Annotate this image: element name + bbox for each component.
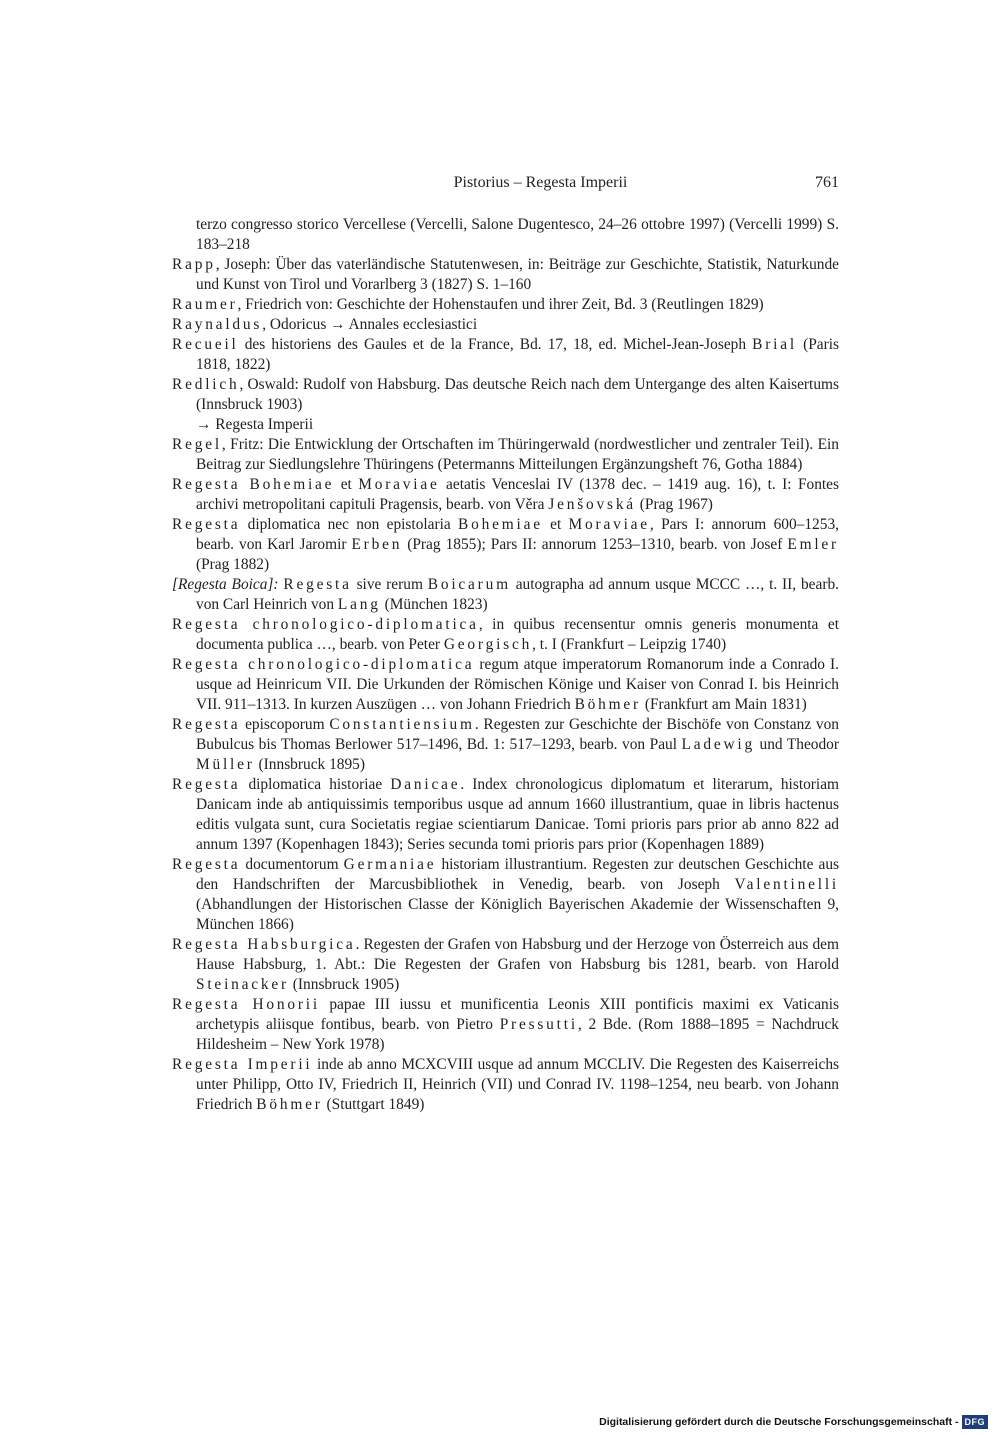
spaced-name: Regesta Habsburgica: [172, 936, 356, 953]
spaced-name: Moraviae: [358, 476, 440, 493]
bibliography-entry: [172, 375, 839, 415]
entry-text: (Prag 1967): [635, 496, 713, 513]
spaced-name: Bohemiae: [458, 516, 543, 533]
entry-text: (Stuttgart 1849): [322, 1096, 425, 1113]
spaced-name: Regesta Honorii: [172, 996, 320, 1013]
spaced-name: Germaniae: [343, 856, 437, 873]
entry-text: , Oswald: Rudolf von Habsburg. Das deutsche Reich nach dem Untergange des alten Kaisertums (Innsbruck 1903): [196, 376, 839, 413]
spaced-name: Emler: [787, 536, 839, 553]
entry-text: episcoporum: [240, 716, 330, 733]
spaced-name: Danicae: [390, 776, 461, 793]
spaced-name: Constantiensium: [329, 716, 475, 733]
entry-text: . Regesten der Grafen von Habsburg und der Herzoge von Österreich aus dem Hause Habsburg, 1. Abt.: Die Regesten der Grafen von Habsburg bis 1281, bearb. von Harold: [196, 936, 839, 973]
entry-text: (Innsbruck 1895): [254, 756, 365, 773]
spaced-name: Regesta: [172, 856, 241, 873]
bibliography-entry: [172, 515, 839, 575]
entry-text: sive rerum: [351, 576, 428, 593]
bibliography-entry-continuation: [172, 215, 839, 255]
running-head: [172, 172, 839, 194]
entry-text: , Friedrich von: Geschichte der Hohenstaufen und ihrer Zeit, Bd. 3 (Reutlingen 1829): [237, 296, 764, 313]
entry-text: , in quibus recensentur omnis generis monumenta et documenta publica …, bearb. von Peter: [196, 616, 839, 653]
bibliography-list: [172, 215, 839, 1115]
entry-text: (Paris 1818, 1822): [196, 336, 839, 373]
bibliography-entry: [172, 435, 839, 475]
spaced-name: Steinacker: [196, 976, 289, 993]
spaced-name: Müller: [196, 756, 255, 773]
entry-text: und Theodor: [754, 736, 839, 753]
entry-text: documentorum: [240, 856, 344, 873]
dfg-logo: DFG: [962, 1415, 989, 1429]
spaced-name: Erben: [351, 536, 403, 553]
spaced-name: Böhmer: [256, 1096, 323, 1113]
entry-text: . Index chronologicus diplomatum et literarum, historiam Danicam inde ab antiquissimis temporibus usque ad annum 1660 illustrantium, quae in libris hactenus editis vulgata sunt, cura Societatis regiae scientiarum Danicae. Tomi prioris pars prior ab anno 822 ad annum 1397 (Kopenhagen 1843); Series secunda tomi prioris pars prior (Kopenhagen 1889): [196, 776, 839, 853]
spaced-name: Regesta: [283, 576, 352, 593]
entry-text: (Prag 1882): [196, 556, 270, 573]
funding-footer: [599, 1414, 988, 1430]
entry-text: (Frankfurt am Main 1831): [640, 696, 807, 713]
entry-text: . Regesten zur Geschichte der Bischöfe von Constanz von Bubulcus bis Thomas Berlower 517–1496, Bd. 1: 517–1293, bearb. von Paul: [196, 716, 839, 753]
entry-text: , Odoricus → Annales ecclesiastici: [262, 316, 478, 333]
spaced-name: Georgisch: [443, 636, 533, 653]
spaced-name: Regel: [172, 436, 222, 453]
spaced-name: Ladewig: [681, 736, 755, 753]
entry-text: (Innsbruck 1905): [288, 976, 400, 993]
bibliography-entry: [172, 995, 839, 1055]
spaced-name: Regesta Imperii: [172, 1056, 313, 1073]
entry-text: (Prag 1855); Pars II: annorum 1253–1310, bearb. von Josef: [402, 536, 788, 553]
italic-text: [Regesta Boica]:: [172, 576, 279, 593]
entry-text: (München 1823): [380, 596, 488, 613]
spaced-name: Raynaldus: [172, 316, 263, 333]
entry-text: , t. I (Frankfurt – Leipzig 1740): [532, 636, 727, 653]
running-title: Pistorius – Regesta Imperii: [453, 174, 628, 191]
footer-text: Digitalisierung gefördert durch die Deutsche Forschungsgemeinschaft -: [599, 1416, 959, 1428]
entry-text: aetatis Venceslai IV (1378 dec. – 1419 aug. 16), t. I: Fontes archivi metropolitani capituli Pragensis, bearb. von Věra: [196, 476, 840, 513]
entry-text: autographa ad annum usque MCCC …, t. II, bearb. von Carl Heinrich von: [196, 576, 839, 613]
bibliography-entry: [172, 615, 839, 655]
bibliography-entry: [172, 315, 839, 335]
entry-text: papae III iussu et munificentia Leonis XIII pontificis maximi ex Vaticanis archetypis aliisque fontibus, bearb. von Pietro: [196, 996, 839, 1033]
entry-text: , Pars I: annorum 600–1253, bearb. von Karl Jaromir: [196, 516, 839, 553]
spaced-name: Recueil: [172, 336, 239, 353]
bibliography-entry: [172, 335, 839, 375]
entry-text: , 2 Bde. (Rom 1888–1895 = Nachdruck Hildesheim – New York 1978): [196, 1016, 839, 1053]
bibliography-entry: [172, 935, 839, 995]
spaced-name: Regesta chronologico-diplomatica: [172, 616, 479, 633]
bibliography-entry: [172, 655, 839, 715]
spaced-name: Pressutti: [499, 1016, 578, 1033]
entry-text: des historiens des Gaules et de la France, Bd. 17, 18, ed. Michel-Jean-Joseph: [238, 336, 753, 353]
spaced-name: Rapp: [172, 256, 216, 273]
spaced-name: Moraviae: [568, 516, 650, 533]
page-number: 761: [815, 174, 839, 191]
spaced-name: Brial: [752, 336, 797, 353]
bibliography-entry: [172, 715, 839, 775]
spaced-name: Valentinelli: [734, 876, 839, 893]
spaced-name: Regesta: [172, 516, 241, 533]
bibliography-entry: [172, 855, 839, 935]
spaced-name: Redlich: [172, 376, 240, 393]
bibliography-entry: [172, 575, 839, 615]
entry-text: terzo congresso storico Vercellese (Vercelli, Salone Dugentesco, 24–26 ottobre 1997) (Vercelli 1999) S. 183–218: [196, 216, 839, 253]
entry-text: et: [542, 516, 569, 533]
bibliography-entry: [172, 475, 839, 515]
spaced-name: Jenšovská: [548, 496, 636, 513]
spaced-name: Raumer: [172, 296, 238, 313]
bibliography-entry: [172, 775, 839, 855]
entry-text: inde ab anno MCXCVIII usque ad annum MCCLIV. Die Regesten des Kaiserreichs unter Philipp, Otto IV, Friedrich II, Heinrich (VII) und Conrad IV. 1198–1254, neu bearb. von Johann Friedrich: [196, 1056, 839, 1113]
spaced-name: Lang: [337, 596, 381, 613]
spaced-name: Böhmer: [574, 696, 641, 713]
spaced-name: Regesta: [172, 716, 241, 733]
entry-text: , Fritz: Die Entwicklung der Ortschaften im Thüringerwald (nordwestlicher und zentraler Teil). Ein Beitrag zur Siedlungslehre Thüringens (Petermanns Mitteilungen Ergänzungsheft 76, Gotha 1884): [196, 436, 839, 473]
spaced-name: Boicarum: [427, 576, 511, 593]
bibliography-entry-continuation: [172, 415, 839, 435]
spaced-name: Regesta chronologico-diplomatica: [172, 656, 475, 673]
spaced-name: Regesta: [172, 776, 241, 793]
entry-text: diplomatica historiae: [240, 776, 391, 793]
entry-text: → Regesta Imperii: [196, 416, 314, 433]
entry-text: , Joseph: Über das vaterländische Statutenwesen, in: Beiträge zur Geschichte, Statistik, Naturkunde und Kunst von Tirol und Vorarlberg 3 (1827) S. 1–160: [196, 256, 839, 293]
entry-text: historiam illustrantium. Regesten zur deutschen Geschichte aus den Handschriften der Marcusbibliothek in Venedig, bearb. von Joseph: [196, 856, 839, 893]
bibliography-entry: [172, 255, 839, 295]
bibliography-entry: [172, 295, 839, 315]
entry-text: diplomatica nec non epistolaria: [240, 516, 459, 533]
entry-text: (Abhandlungen der Historischen Classe der Königlich Bayerischen Akademie der Wissenschaften 9, München 1866): [196, 896, 839, 933]
entry-text: regum atque imperatorum Romanorum inde a Conrado I. usque ad Heinricum VII. Die Urkunden der Römischen Könige und Kaiser von Conrad I. bis Heinrich VII. 911–1313. In kurzen Auszügen … von Johann Friedrich: [196, 656, 840, 713]
spaced-name: Regesta Bohemiae: [172, 476, 335, 493]
bibliography-entry: [172, 1055, 839, 1115]
entry-text: et: [334, 476, 359, 493]
